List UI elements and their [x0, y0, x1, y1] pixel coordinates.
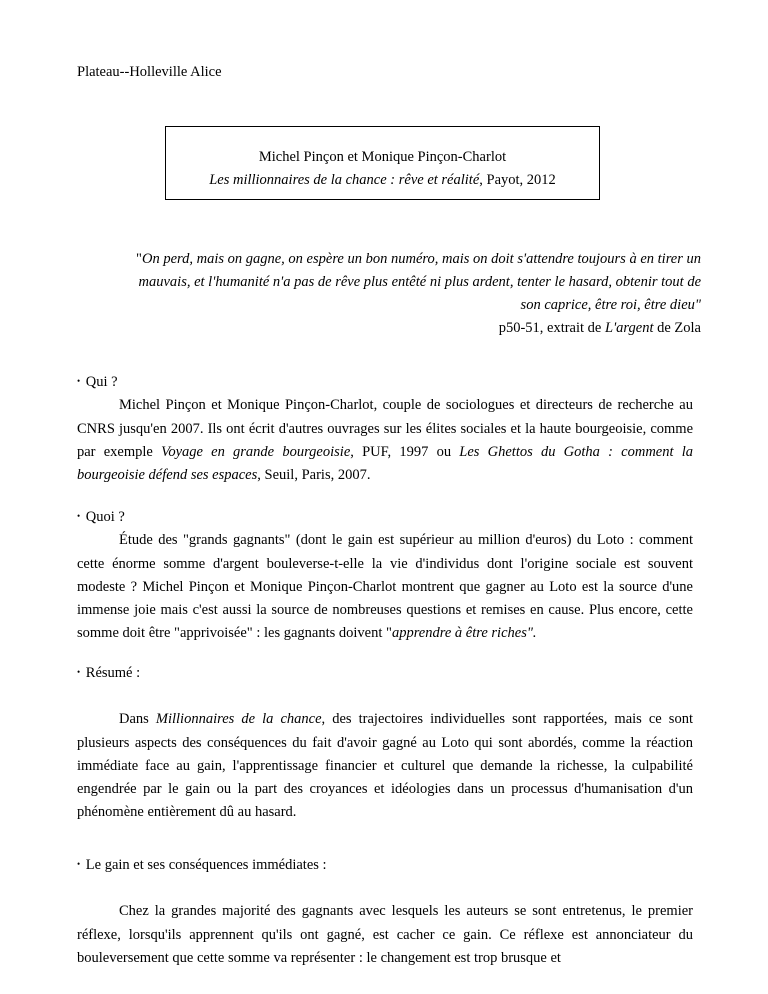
section-heading: • Résumé : [77, 665, 141, 681]
epigraph-source-title: L'argent [605, 320, 654, 336]
epigraph-line-2: mauvais, et l'humanité n'a pas de rêve plus entêté ni plus ardent, tenter le hasard, obtenir tout de [138, 274, 701, 290]
section-resume [77, 661, 693, 825]
book-authors: Michel Pinçon et Monique Pinçon-Charlot [258, 149, 507, 165]
section-quoi [77, 505, 693, 646]
epigraph-source: p50-51, extrait de L'argent de Zola [498, 320, 701, 336]
epigraph [56, 248, 701, 340]
bullet-icon: • [77, 859, 81, 869]
book-title-line [166, 169, 599, 192]
section-paragraph: Dans Millionnaires de la chance, des trajectoires individuelles sont rapportées, mais ce sont plusieurs aspects des conséquences du fait d'avoir gagné au Loto qui sont abordés, comme la réaction immédiate face au gain, l'apprentissage financier et culturel que demande la richesse, la culpabilité engendrée par le gain ou la part des croyances et idéologies dans un processus d'humanisation d'un phénomène entièrement dû au hasard. [77, 711, 693, 821]
bullet-icon: • [77, 667, 81, 677]
section-heading: • Qui ? [77, 374, 118, 390]
section-heading: • Quoi ? [77, 509, 125, 525]
section-gain [77, 853, 693, 970]
epigraph-line-3: son caprice, être roi, être dieu" [520, 297, 701, 313]
section-paragraph: Chez la grandes majorité des gagnants avec lesquels les auteurs se sont entretenus, le premier réflexe, lorsqu'ils apprennent qu'ils ont gagné, est cacher ce gain. Ce réflexe est annonciateur du bouleversement que cette somme va représenter : le changement est trop brusque et [77, 903, 693, 966]
bullet-icon: • [77, 376, 81, 386]
section-heading: • Le gain et ses conséquences immédiates : [77, 857, 327, 873]
book-title: Les millionnaires de la chance : rêve et réalité [209, 172, 480, 188]
bullet-icon: • [77, 511, 81, 521]
section-paragraph: Michel Pinçon et Monique Pinçon-Charlot, couple de sociologues et directeurs de recherche au CNRS jusqu'en 2007. Ils ont écrit d'autres ouvrages sur les élites sociales et la haute bourgeoisie, comme par exemple Voyage en grande bourgeoisie, PUF, 1997 ou Les Ghettos du Gotha : comment la bourgeoisie défend ses espaces, Seuil, Paris, 2007. [77, 397, 694, 484]
epigraph-line-1: "On perd, mais on gagne, on espère un bon numéro, mais on doit s'attendre toujours à en tirer un [136, 251, 701, 267]
book-publisher: , Payot, 2012 [479, 172, 556, 188]
book-reference-box [165, 126, 600, 200]
section-paragraph: Étude des "grands gagnants" (dont le gain est supérieur au million d'euros) du Loto : comment cette énorme somme d'argent bouleverse-t-elle la vie d'individus dont l'origine sociale est souvent modeste ? Michel Pinçon et Monique Pinçon-Charlot montrent que gagner au Loto est la source d'une immense joie mais c'est aussi la source de nombreuses questions et remises en cause. Plus encore, cette somme doit être "apprivoisée" : les gagnants doivent "apprendre à être riches". [77, 532, 693, 642]
section-qui [77, 370, 693, 487]
epigraph-open-quote: " [136, 251, 142, 267]
student-name: Plateau--Holleville Alice [77, 64, 222, 80]
